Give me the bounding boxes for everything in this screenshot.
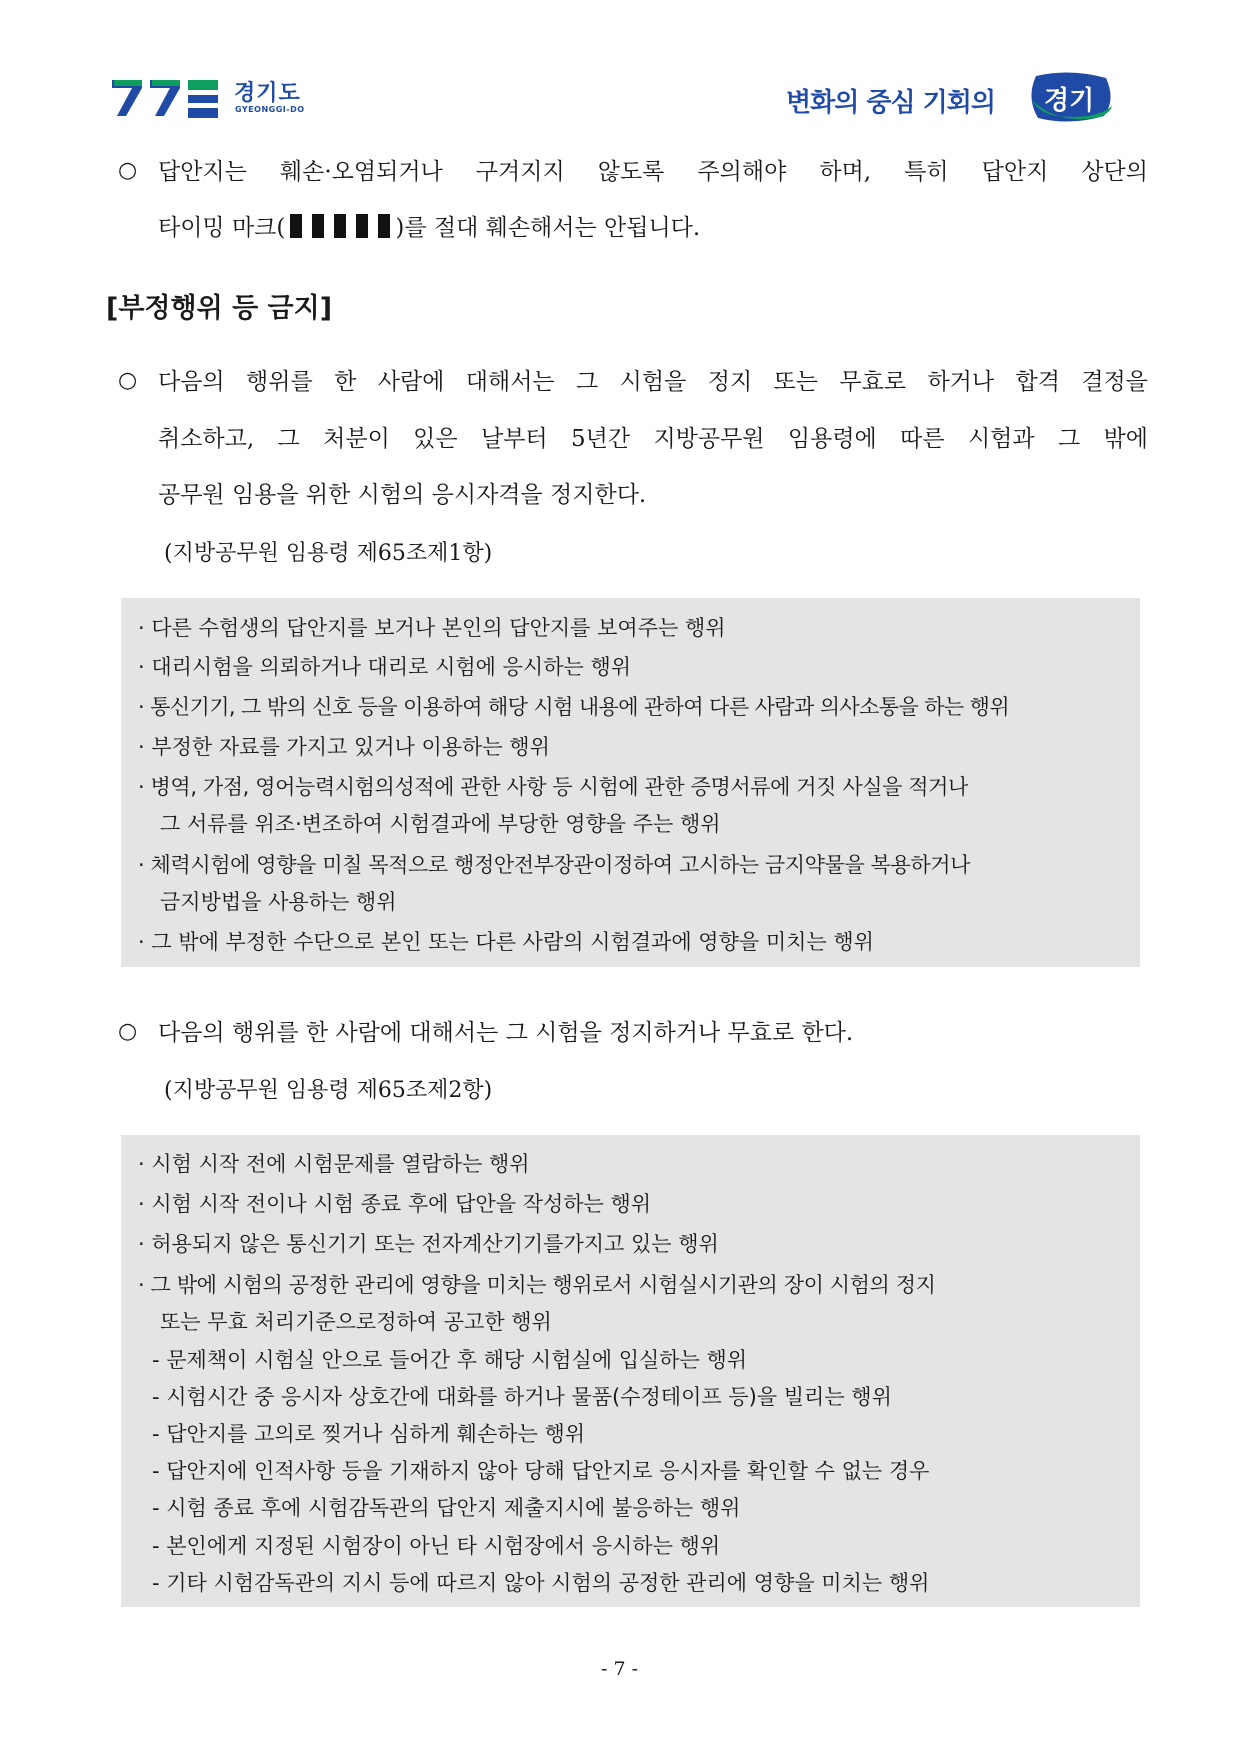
list-item-continued: 그 서류를 위조·변조하여 시험결과에 부당한 영향을 주는 행위 <box>160 812 721 836</box>
list-item: · 그 밖에 시험의 공정한 관리에 영향을 미치는 행위로서 시험실시기관의 장이 시험의 정지 <box>138 1273 936 1297</box>
intro-line-2-start: 타이밍 마크( <box>158 215 286 241</box>
intro-line-1: 답안지는 훼손·오염되거나 구겨지지 않도록 주의해야 하며, 특히 답안지 상단의 <box>158 159 1148 185</box>
list-item: · 시험 시작 전에 시험문제를 열람하는 행위 <box>138 1152 530 1176</box>
logo-text-korean: 경기도 <box>234 81 301 106</box>
rule2-citation: (지방공무원 임용령 제65조제2항) <box>164 1078 493 1103</box>
logo-text-english: GYEONGGI-DO <box>235 105 305 114</box>
list-item: · 체력시험에 영향을 미칠 목적으로 행정안전부장관이정하여 고시하는 금지약물을 복용하거나 <box>138 853 971 877</box>
sub-list-item: - 기타 시험감독관의 지시 등에 따르지 않아 시험의 공정한 관리에 영향을 미치는 행위 <box>152 1571 930 1595</box>
timing-mark-icon <box>285 215 395 241</box>
slogan-text: 변화의 중심 기회의 <box>786 88 996 118</box>
rule1-bullet: ○ <box>118 368 138 393</box>
sub-list-item: - 본인에게 지정된 시험장이 아닌 타 시험장에서 응시하는 행위 <box>152 1534 721 1558</box>
intro-bullet: ○ <box>118 158 138 183</box>
list-item: · 병역, 가점, 영어능력시험의성적에 관한 사항 등 시험에 관한 증명서류에 거짓 사실을 적거나 <box>138 775 968 799</box>
list-item: · 시험 시작 전이나 시험 종료 후에 답안을 작성하는 행위 <box>138 1192 652 1216</box>
intro-line-2-end: )를 절대 훼손해서는 안됩니다. <box>395 215 701 241</box>
rule2-line-1: 다음의 행위를 한 사람에 대해서는 그 시험을 정지하거나 무효로 한다. <box>158 1020 854 1046</box>
intro-line-2 <box>158 200 700 256</box>
list-item-continued: 금지방법을 사용하는 행위 <box>160 890 397 914</box>
page-number: - 7 - <box>600 1658 638 1680</box>
rule1-line-1: 다음의 행위를 한 사람에 대해서는 그 시험을 정지 또는 무효로 하거나 합격 결정을 <box>158 369 1148 395</box>
gyeonggi-logo <box>112 76 312 120</box>
list-item: · 부정한 자료를 가지고 있거나 이용하는 행위 <box>138 735 550 759</box>
slogan-badge-text: 경기 <box>1044 86 1095 116</box>
list-item: · 다른 수험생의 답안지를 보거나 본인의 답안지를 보여주는 행위 <box>138 616 726 640</box>
slogan-logo <box>786 62 1126 126</box>
rule1-citation: (지방공무원 임용령 제65조제1항) <box>164 541 493 566</box>
section-title: [부정행위 등 금지] <box>106 293 333 324</box>
gyeonggi-logo-mark-icon <box>112 78 220 118</box>
sub-list-item: - 시험 종료 후에 시험감독관의 답안지 제출지시에 불응하는 행위 <box>152 1496 741 1520</box>
list-item-continued: 또는 무효 처리기준으로정하여 공고한 행위 <box>160 1310 552 1334</box>
rule2-bullet: ○ <box>118 1019 138 1044</box>
list-item: · 대리시험을 의뢰하거나 대리로 시험에 응시하는 행위 <box>138 655 632 679</box>
rule1-line-3: 공무원 임용을 위한 시험의 응시자격을 정지한다. <box>158 482 647 508</box>
sub-list-item: - 답안지를 고의로 찢거나 심하게 훼손하는 행위 <box>152 1422 586 1446</box>
rule1-line-2: 취소하고, 그 처분이 있은 날부터 5년간 지방공무원 임용령에 따른 시험과 그 밖에 <box>158 426 1148 452</box>
list-item: · 통신기기, 그 밖의 신호 등을 이용하여 해당 시험 내용에 관하여 다른 사람과 의사소통을 하는 행위 <box>138 695 1010 719</box>
sub-list-item: - 문제책이 시험실 안으로 들어간 후 해당 시험실에 입실하는 행위 <box>152 1348 748 1372</box>
list-item: · 그 밖에 부정한 수단으로 본인 또는 다른 사람의 시험결과에 영향을 미치는 행위 <box>138 930 874 954</box>
list-item: · 허용되지 않은 통신기기 또는 전자계산기기를가지고 있는 행위 <box>138 1232 719 1256</box>
sub-list-item: - 시험시간 중 응시자 상호간에 대화를 하거나 물품(수정테이프 등)을 빌리는 행위 <box>152 1385 892 1409</box>
sub-list-item: - 답안지에 인적사항 등을 기재하지 않아 당해 답안지로 응시자를 확인할 수 없는 경우 <box>152 1459 930 1483</box>
